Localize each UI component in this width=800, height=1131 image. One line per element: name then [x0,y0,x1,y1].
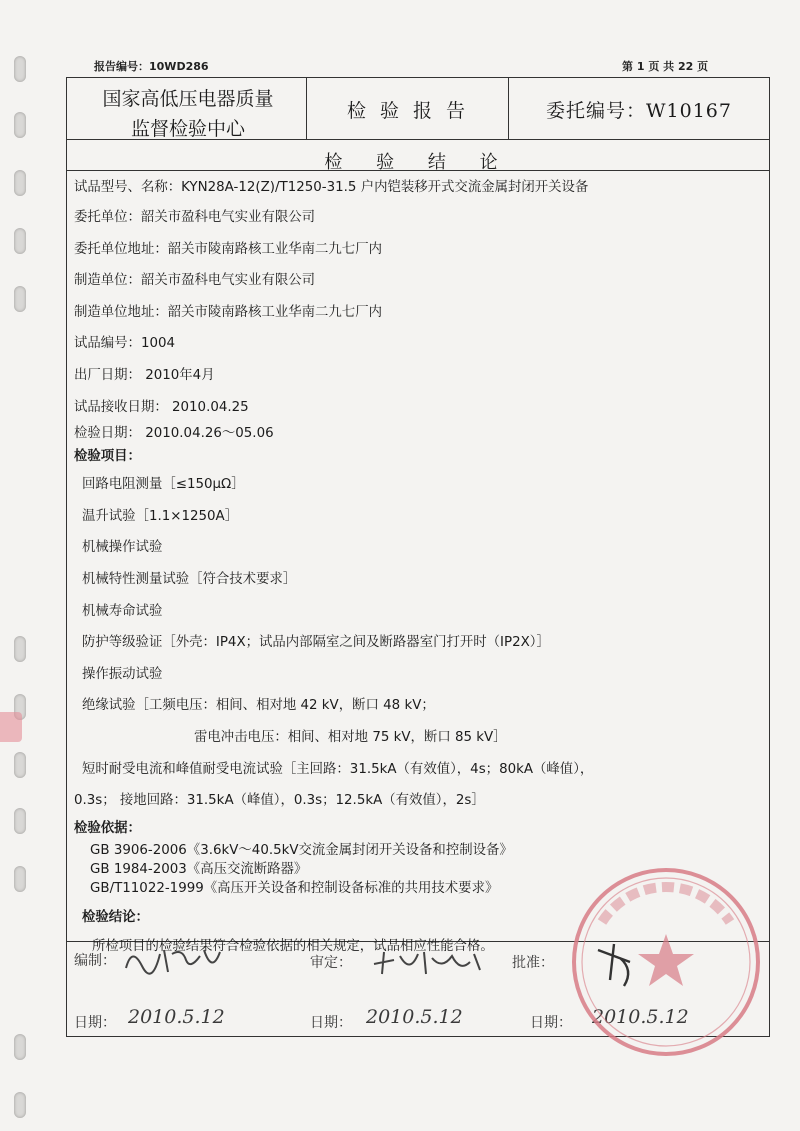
binder-hole [14,636,26,662]
test-item: 温升试验［1.1×1250A］ [82,508,239,524]
approved-date: 2010.5.12 [592,1006,689,1028]
binder-hole [14,808,26,834]
report-title: 检 验 报 告 [346,100,470,122]
test-item: 回路电阻测量［≤150μΩ］ [82,477,245,493]
short-time-item-continued: 0.3s； 接地回路：31.5kA（峰值），0.3s；12.5kA（有效值），2s］ [74,793,485,809]
factory-date: 出厂日期： 2010年4月 [74,367,215,383]
binder-hole [14,1034,26,1060]
binder-hole [14,170,26,196]
issuing-organization [70,84,306,144]
standard-item: GB/T11022-1999《高压开关设备和控制设备标准的共用技术要求》 [90,880,499,896]
date-label: 日期： [310,1015,352,1031]
binder-hole [14,228,26,254]
lightning-impulse-item: 雷电冲击电压：相间、相对地 75 kV，断口 85 kV］ [194,729,507,745]
frame-divider [306,77,307,139]
organization-line: 国家高低压电器质量 [102,88,274,110]
reviewed-by-label: 审定： [310,955,352,971]
prepared-by-label: 编制： [74,953,116,969]
received-date: 试品接收日期： 2010.04.25 [74,399,249,415]
binder-hole [14,866,26,892]
test-date: 检验日期： 2010.04.26～05.06 [74,426,274,442]
conclusion-heading: 检验结论： [82,909,149,925]
binder-hole [14,1092,26,1118]
standard-item: GB 1984-2003《高压交流断路器》 [90,861,308,877]
manufacturer-address: 制造单位地址：韶关市陵南路核工业华南二九七厂内 [74,304,382,320]
items-heading: 检验项目： [74,449,141,465]
section-title: 检 验 结 论 [324,152,512,173]
client-address: 委托单位地址：韶关市陵南路核工业华南二九七厂内 [74,241,382,257]
binder-hole [14,286,26,312]
test-item: 防护等级验证［外壳：IP4X；试品内部隔室之间及断路器室门打开时（IP2X）］ [82,635,550,651]
test-item: 操作振动试验 [82,666,163,682]
page-tab-mark [0,712,22,742]
date-label: 日期： [74,1015,116,1031]
conclusion-text: 所检项目的检验结果符合检验依据的相关规定，试品相应性能合格。 [92,938,494,954]
test-item: 机械操作试验 [82,540,163,556]
client: 委托单位：韶关市盈科电气实业有限公司 [74,210,316,225]
reviewed-date: 2010.5.12 [366,1006,463,1028]
frame-divider [508,77,509,139]
test-item: 机械特性测量试验［符合技术要求］ [82,571,297,587]
organization-line: 监督检验中心 [130,118,245,140]
entrust-number: 委托编号：W10167 [546,100,732,122]
test-item: 机械寿命试验 [82,603,163,619]
page-info: 第 1 页 共 22 页 [622,60,709,73]
date-label: 日期： [530,1015,572,1031]
standard-item: GB 3906-2006《3.6kV～40.5kV交流金属封闭开关设备和控制设备》 [90,842,513,858]
report-number: 报告编号：10WD286 [94,60,209,73]
sample-model: 试品型号、名称：KYN28A-12(Z)/T1250-31.5 户内铠装移开式交流金属封闭开关设备 [74,180,589,195]
short-time-item: 短时耐受电流和峰值耐受电流试验［主回路：31.5kA（有效值），4s；80kA（峰值）， [82,761,594,777]
binder-hole [14,56,26,82]
prepared-by-signature [120,940,230,980]
test-item: 绝缘试验［工频电压：相间、相对地 42 kV，断口 48 kV； [82,698,435,714]
basis-heading: 检验依据： [74,820,141,836]
prepared-date: 2010.5.12 [128,1006,225,1028]
official-seal [566,862,766,1062]
reviewed-by-signature [370,944,490,980]
sample-number: 试品编号：1004 [74,336,176,352]
report-body [74,172,764,960]
approved-by-label: 批准： [512,955,554,971]
binder-hole [14,112,26,138]
binder-hole [14,752,26,778]
manufacturer: 制造单位：韶关市盈科电气实业有限公司 [74,273,316,289]
